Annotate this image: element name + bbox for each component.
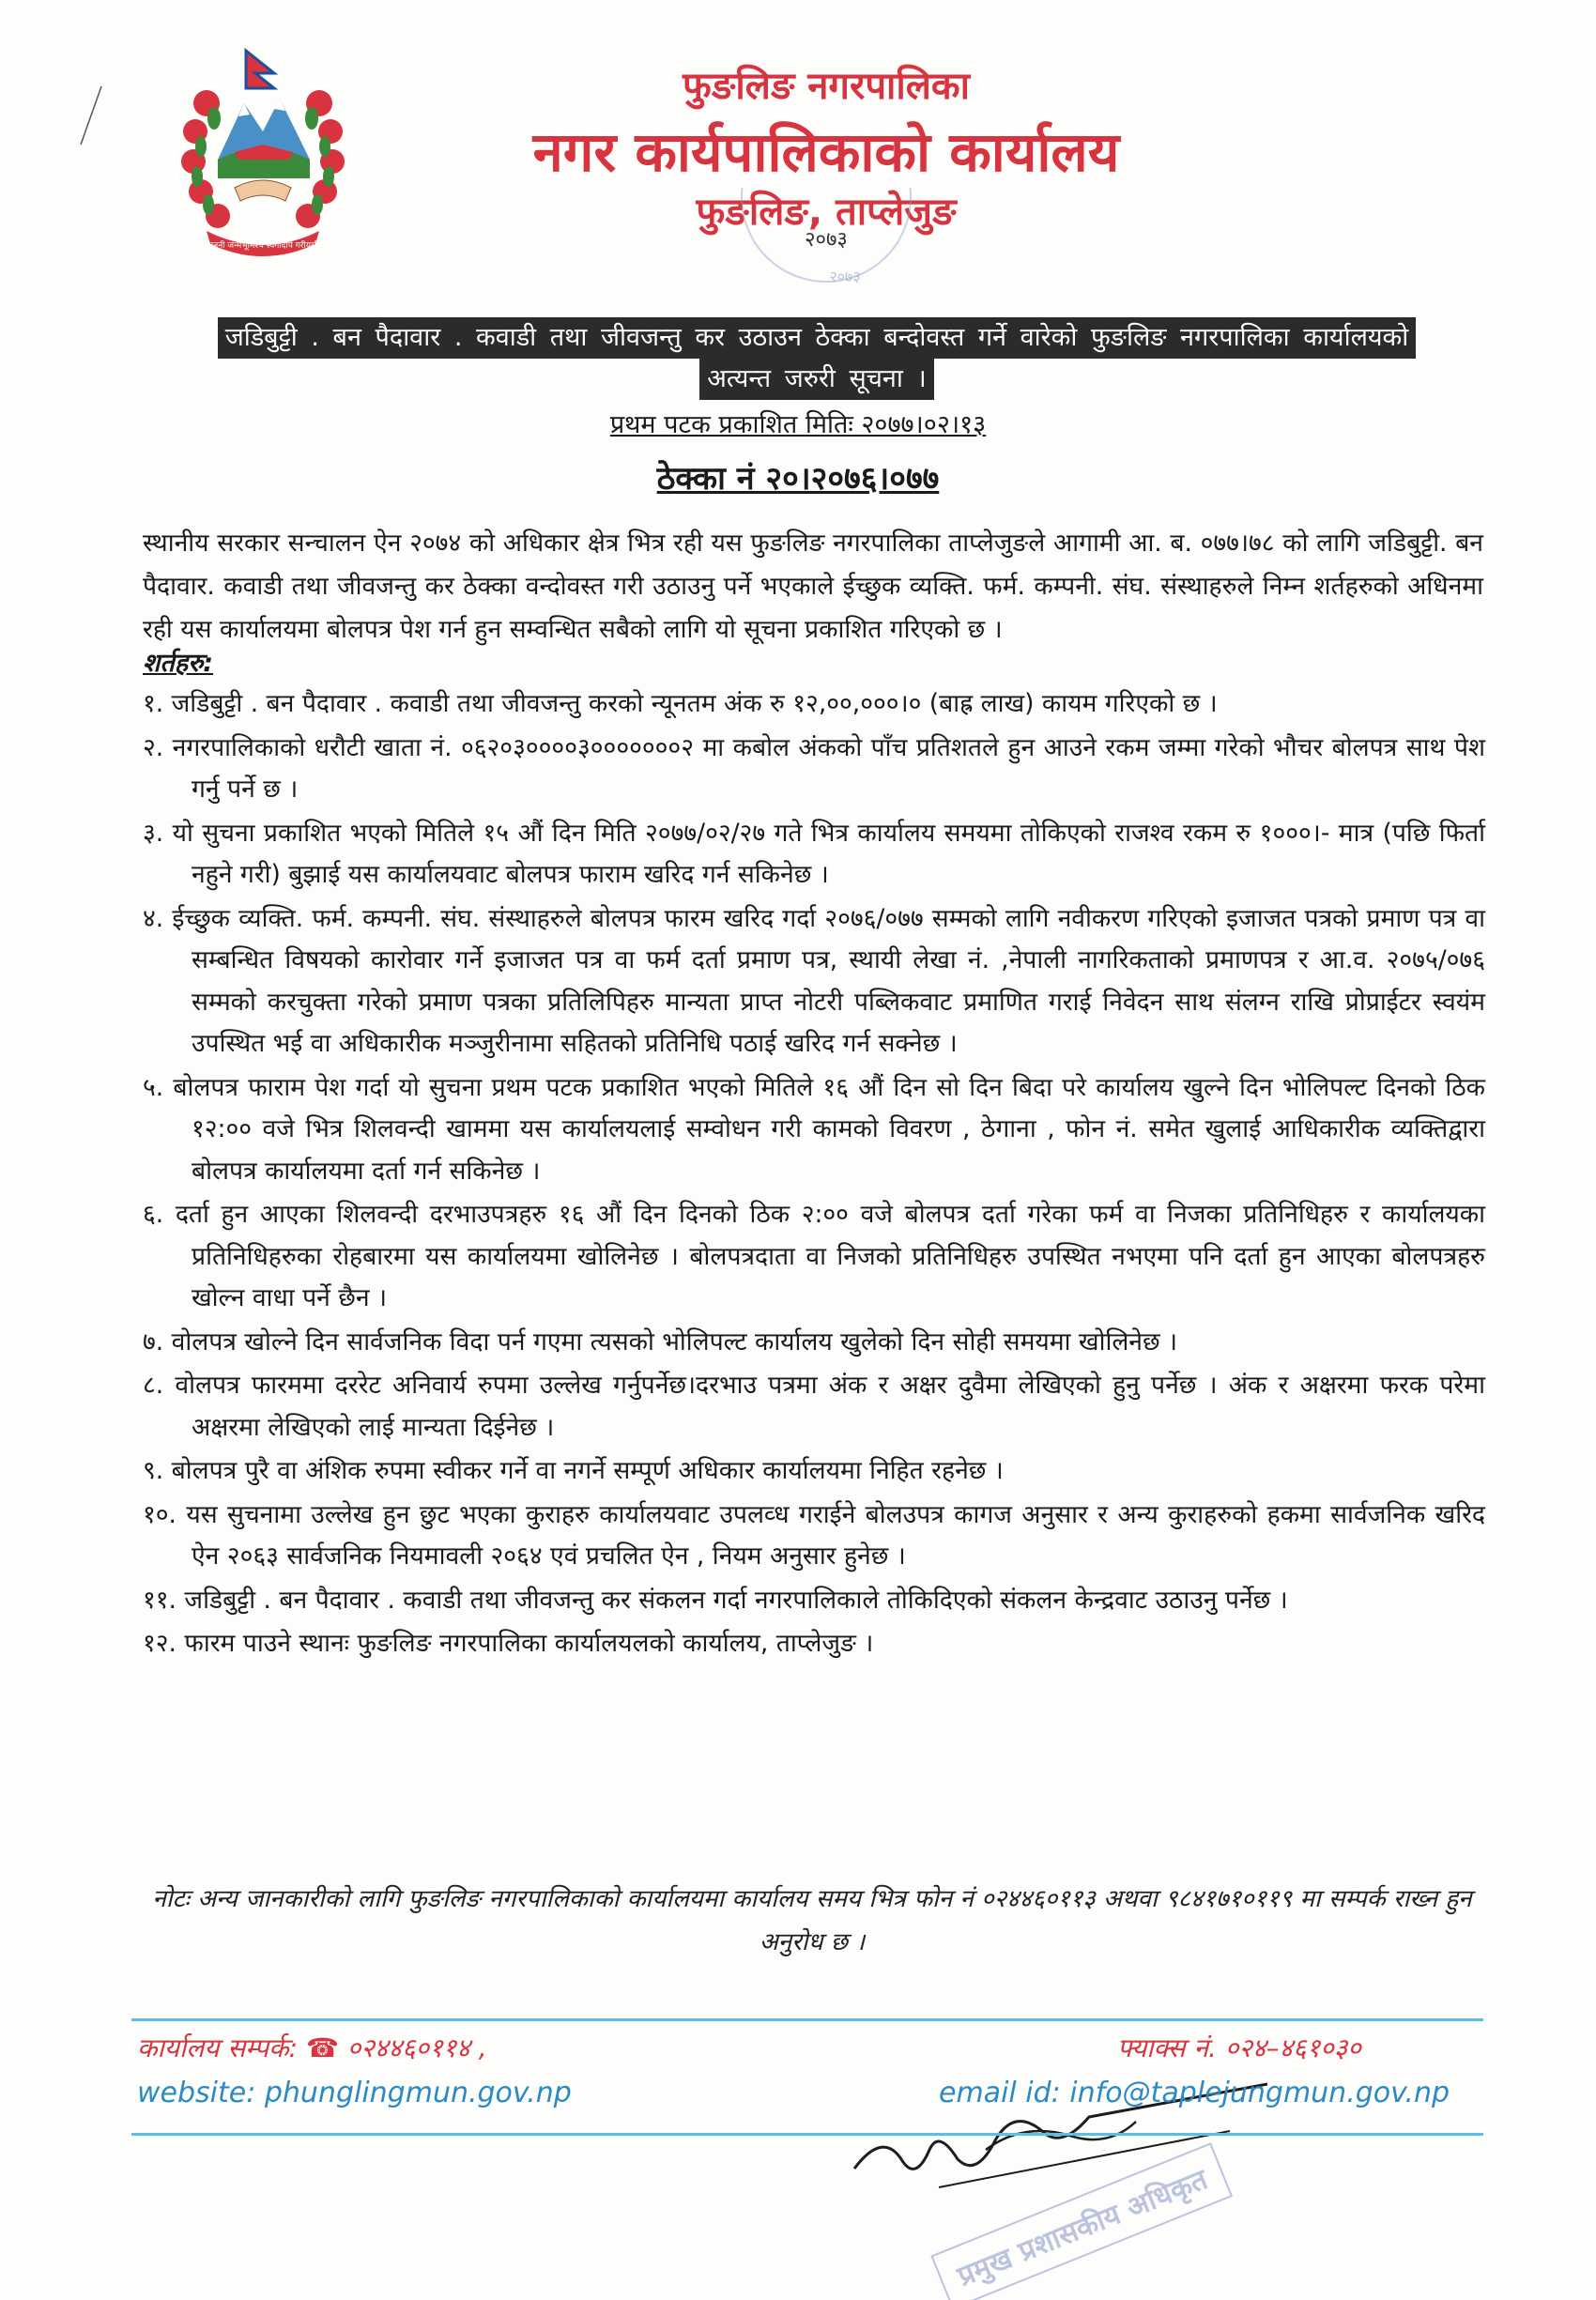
footer-fax: फ्याक्स नं. ०२४–४६१०३० <box>1117 2032 1361 2063</box>
conditions-list <box>143 683 1485 1667</box>
condition-item: १२. फारम पाउने स्थानः फुङलिङ नगरपालिका कार्यालयलको कार्यालय, ताप्लेजुङ । <box>143 1629 874 1658</box>
footer-email: email id: info@taplejungmun.gov.np <box>939 2077 1450 2109</box>
condition-item: ४. ईच्छुक व्यक्ति. फर्म. कम्पनी. संघ. संस्थाहरुले बोलपत्र फारम खरिद गर्दा २०७६/०७७ सम्मको लागि नवीकरण गरिएको इजाजत पत्रको प्रमाण पत्र वा सम्बन्धित विषयको कारोवार गर्ने इजाजत पत्र वा फर्म दर्ता प्रमाण पत्र, स्थायी लेखा नं. ,नेपाली नागरिकताको प्रमाणपत्र र आ.व. २०७५/०७६ सम्मको करचुक्ता गरेको प्रमाण पत्रका प्रतिलिपिहरु मान्यता प्राप्त नोटरी पब्लिकवाट प्रमाणित गराई निवेदन साथ संलग्न राखि प्रोप्राईटर स्वयंम उपस्थित भई वा अधिकारीक मञ्जुरीनामा सहितको प्रतिनिधि पठाई खरिद गर्न सक्नेछ । <box>143 903 1485 1058</box>
condition-item: ६. दर्ता हुन आएका शिलवन्दी दरभाउपत्रहरु १६ औं दिन दिनको ठिक २:०० वजे बोलपत्र दर्ता गरेका फर्म वा निजका प्रतिनिधिहरु र कार्यालयका प्रतिनिधिहरुका रोहबारमा यस कार्यालयमा खोलिनेछ । बोलपत्रदाता वा निजको प्रतिनिधिहरु उपस्थित नभएमा पनि दर्ता हुन आएका बोलपत्रहरु खोल्न वाधा पर्ने छैन । <box>143 1200 1485 1312</box>
pen-mark-icon <box>77 83 105 148</box>
condition-item: ११. जडिबुट्टी . बन पैदावार . कवाडी तथा जीवजन्तु कर संकलन गर्दा नगरपालिकाले तोकिदिएको संकलन केन्द्रवाट उठाउनु पर्नेछ । <box>143 1585 1288 1615</box>
condition-item: ८. वोलपत्र फारममा दररेट अनिवार्य रुपमा उल्लेख गर्नुपर्नेछ।दरभाउ पत्रमा अंक र अक्षर दुवैमा लेखिएको हुनु पर्नेछ । अंक र अक्षरमा फरक परेमा अक्षरमा लेखिएको लाई मान्यता दिईनेछ । <box>143 1371 1485 1442</box>
footer-contact <box>137 2030 487 2065</box>
condition-item: ५. बोलपत्र फाराम पेश गर्दा यो सुचना प्रथम पटक प्रकाशित भएको मितिले १६ औं दिन सो दिन बिदा परे कार्यालय खुल्ने दिन भोलिपल्ट दिनको ठिक १२:०० वजे भित्र शिलवन्दी खाममा यस कार्यालयलाई सम्वोधन गरी कामको विवरण , ठेगाना , फोन नं. समेत खुलाई आधिकारीक व्यक्तिद्वारा बोलपत्र कार्यालयमा दर्ता गर्न सकिनेछ । <box>143 1072 1485 1186</box>
established-year: २०७३ <box>805 228 848 252</box>
intro-paragraph: स्थानीय सरकार सन्चालन ऐन २०७४ को अधिकार क्षेत्र भित्र रही यस फुङलिङ नगरपालिका ताप्लेजुङले आगामी आ. ब. ०७७।७८ को लागि जडिबुट्टी. बन पैदावार. कवाडी तथा जीवजन्तु कर ठेक्का वन्दोवस्त गरी उठाउनु पर्ने भएकाले ईच्छुक व्यक्ति. फर्म. कम्पनी. संघ. संस्थाहरुले निम्न शर्तहरुको अधिनमा रही यस कार्यालयमा बोलपत्र पेश गर्न हुन सम्वन्धित सबैको लागि यो सूचना प्रकाशित गरिएको छ । <box>143 529 1483 644</box>
condition-item: १. जडिबुट्टी . बन पैदावार . कवाडी तथा जीवजन्तु करको न्यूनतम अंक रु १२,००,०००।० (बाह्र लाख) कायम गरिएको छ । <box>143 689 1218 718</box>
footer-website: website: phunglingmun.gov.np <box>137 2077 572 2109</box>
notice-title-line-2: अत्यन्त जरुरी सूचना । <box>699 359 933 400</box>
footer-contact-phone: ☎ ०२४४६०११४ , <box>305 2032 487 2063</box>
conditions-heading: शर्तहरु: <box>143 649 214 678</box>
seal-year-faint: २०७३ <box>829 268 861 285</box>
nepal-government-emblem-icon <box>169 47 357 263</box>
officer-stamp-text: प्रमुख प्रशासकीय अधिकृत <box>953 2163 1213 2293</box>
office-name: नगर कार्यपालिकाको कार्यालय <box>532 120 1120 184</box>
condition-item: ३. यो सुचना प्रकाशित भएको मितिले १५ औं दिन मिति २०७७/०२/२७ गते भित्र कार्यालय समयमा तोकिएको राजश्व रकम रु १०००।- मात्र (पछि फिर्ता नहुने गरी) बुझाई यस कार्यालयवाट बोलपत्र फाराम खरिद गर्न सकिनेछ । <box>143 818 1485 889</box>
svg-text:जननी जन्मभूमिश्च स्वर्गादपि गर: जननी जन्मभूमिश्च स्वर्गादपि गरीयसी <box>207 241 319 251</box>
condition-item: ९. बोलपत्र पुरै वा अंशिक रुपमा स्वीकर गर्ने वा नगर्ने सम्पूर्ण अधिकार कार्यालयमा निहित रहनेछ । <box>143 1456 1004 1485</box>
notice-title <box>183 317 1450 400</box>
office-location: फुङलिङ, ताप्लेजुङ <box>696 191 957 234</box>
condition-item: १०. यस सुचनामा उल्लेख हुन छुट भएका कुराहरु कार्यालयवाट उपलव्ध गराईने बोलउपत्र कागज अनुसार र अन्य कुराहरुको हकमा सार्वजनिक खरिद ऐन २०६३ सार्वजनिक नियमावली २०६४ एवं प्रचलित ऐन , नियम अनुसार हुनेछ । <box>143 1499 1485 1571</box>
municipality-name: फुङलिङ नगरपालिका <box>683 65 970 108</box>
tender-number: ठेक्का नं २०।२०७६।०७७ <box>656 460 940 498</box>
condition-item: २. नगरपालिकाको धरौटी खाता नं. ०६२०३००००३०००००००२ मा कबोल अंकको पाँच प्रतिशतले हुन आउने रकम जम्मा गरेको भौचर बोलपत्र साथ पेश गर्नु पर्ने छ । <box>143 732 1485 804</box>
condition-item: ७. वोलपत्र खोल्ने दिन सार्वजनिक विदा पर्न गएमा त्यसको भोलिपल्ट कार्यालय खुलेको दिन सोही समयमा खोलिनेछ । <box>143 1326 1178 1357</box>
notice-title-line-1: जडिबुट्टी . बन पैदावार . कवाडी तथा जीवजन्तु कर उठाउन ठेक्का बन्दोवस्त गर्ने वारेको फुङलिङ नगरपालिका कार्यालयको <box>218 317 1417 359</box>
contact-note: नोटः अन्य जानकारीको लागि फुङलिङ नगरपालिकाको कार्यालयमा कार्यालय समय भित्र फोन नं ०२४४६०११३ अथवा ९८४१७१०११९ मा सम्पर्क राख्न हुन अनुरोध छ । <box>152 1885 1472 1956</box>
footer-rule-bottom <box>131 2133 1483 2136</box>
published-date: प्रथम पटक प्रकाशित मितिः २०७७।०२।१३ <box>609 410 987 439</box>
faint-seal-icon <box>732 188 920 291</box>
footer-contact-label: कार्यालय सम्पर्क: <box>137 2032 299 2063</box>
footer-rule-top <box>131 2018 1483 2021</box>
